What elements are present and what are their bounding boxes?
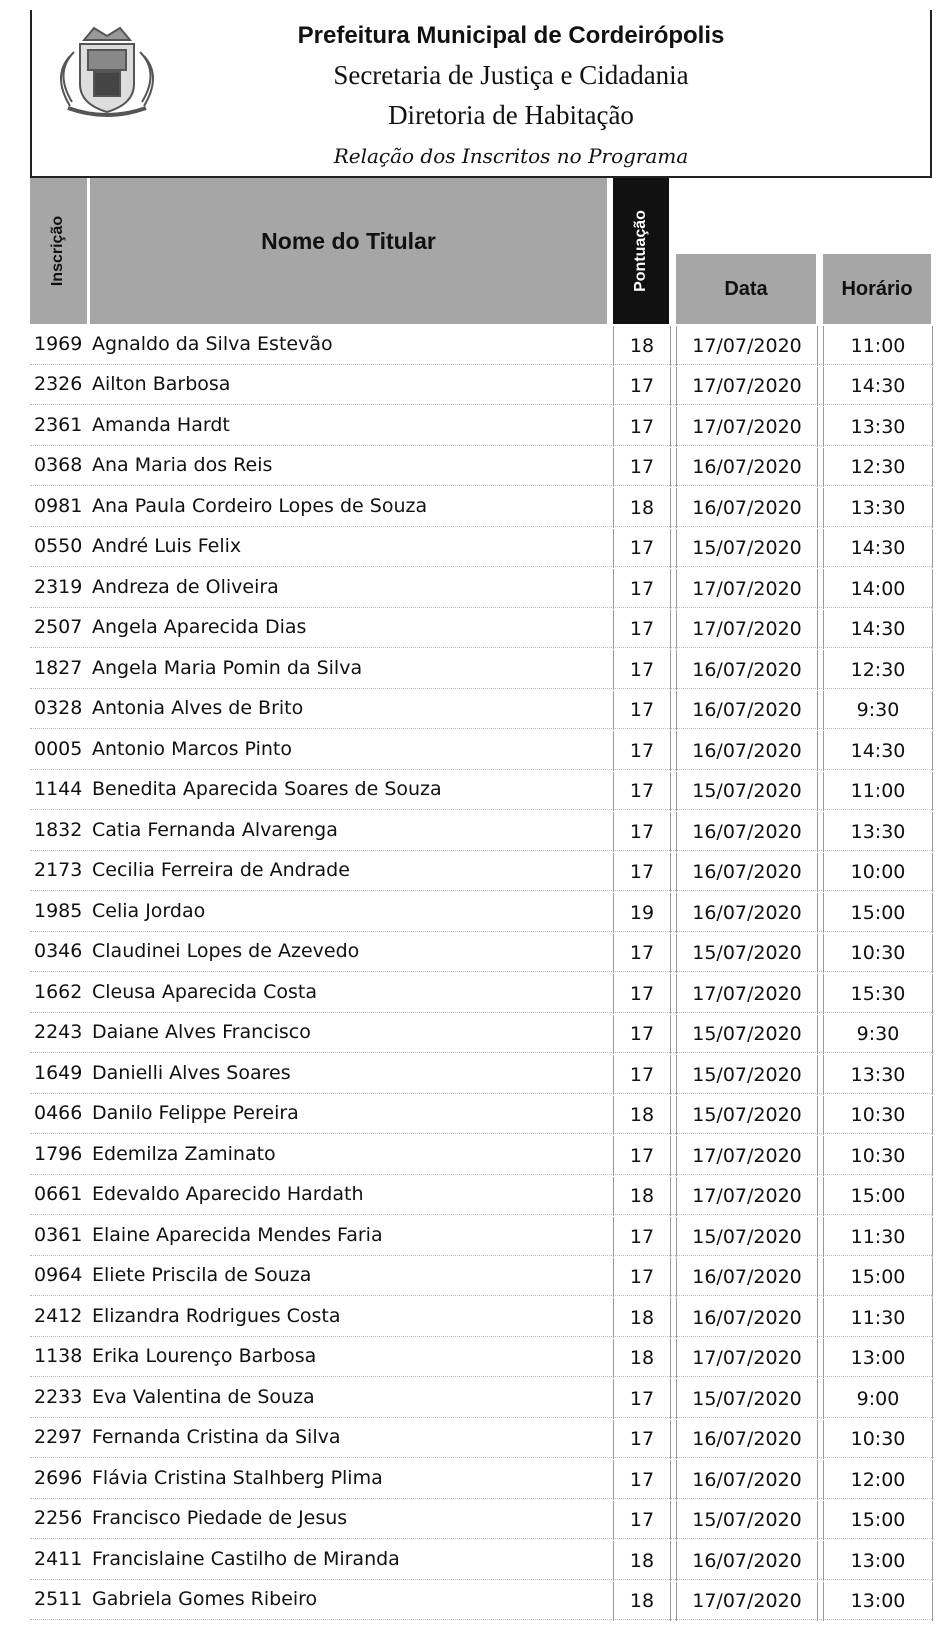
cell-data: 16/07/2020 [676, 448, 818, 488]
cell-inscricao: 0005 [34, 737, 83, 760]
column-header-inscricao [30, 178, 87, 324]
cell-nome: Francisco Piedade de Jesus [92, 1507, 348, 1530]
table-row [30, 1377, 932, 1418]
cell-data: 15/07/2020 [676, 529, 818, 569]
cell-horario: 13:00 [823, 1541, 933, 1581]
cell-nome: Benedita Aparecida Soares de Souza [92, 778, 442, 801]
table-row [30, 1337, 932, 1378]
table-row [30, 1458, 932, 1499]
cell-inscricao: 2361 [34, 413, 83, 436]
column-header-data [676, 254, 816, 324]
cell-inscricao: 1827 [34, 656, 83, 679]
cell-data: 15/07/2020 [676, 1096, 818, 1136]
cell-pontuacao: 17 [613, 407, 671, 447]
cell-nome: Claudinei Lopes de Azevedo [92, 940, 360, 963]
cell-inscricao: 2696 [34, 1466, 83, 1489]
cell-pontuacao: 18 [613, 326, 671, 366]
column-header-nome [90, 178, 607, 324]
cell-data: 16/07/2020 [676, 1258, 818, 1298]
cell-inscricao: 1138 [34, 1345, 83, 1368]
table-row [30, 1175, 932, 1216]
cell-pontuacao: 18 [613, 1298, 671, 1338]
cell-pontuacao: 17 [613, 1420, 671, 1460]
cell-horario: 10:00 [823, 853, 933, 893]
cell-horario: 15:00 [823, 893, 933, 933]
cell-pontuacao: 17 [613, 974, 671, 1014]
cell-nome: Celia Jordao [92, 899, 206, 922]
cell-nome: Antonia Alves de Brito [92, 697, 304, 720]
cell-inscricao: 1796 [34, 1142, 83, 1165]
cell-data: 17/07/2020 [676, 407, 818, 447]
cell-nome: Daiane Alves Francisco [92, 1021, 311, 1044]
cell-nome: Edevaldo Aparecido Hardath [92, 1183, 364, 1206]
table-row [30, 446, 932, 487]
cell-pontuacao: 18 [613, 488, 671, 528]
cell-pontuacao: 17 [613, 529, 671, 569]
cell-nome: Eva Valentina de Souza [92, 1385, 315, 1408]
header-secretaria: Secretaria de Justiça e Cidadania [333, 60, 689, 90]
cell-pontuacao: 17 [613, 610, 671, 650]
table-row [30, 1256, 932, 1297]
cell-data: 17/07/2020 [676, 610, 818, 650]
cell-pontuacao: 17 [613, 934, 671, 974]
cell-inscricao: 2256 [34, 1507, 83, 1530]
cell-pontuacao: 18 [613, 1582, 671, 1622]
cell-horario: 14:30 [823, 731, 933, 771]
table-row [30, 1499, 932, 1540]
cell-nome: Cleusa Aparecida Costa [92, 980, 317, 1003]
cell-horario: 13:30 [823, 1055, 933, 1095]
cell-data: 16/07/2020 [676, 1541, 818, 1581]
cell-nome: Antonio Marcos Pinto [92, 737, 292, 760]
cell-inscricao: 2511 [34, 1588, 83, 1611]
cell-horario: 14:00 [823, 569, 933, 609]
column-header-horario [823, 254, 931, 324]
cell-pontuacao: 17 [613, 1501, 671, 1541]
cell-horario: 14:30 [823, 610, 933, 650]
cell-data: 16/07/2020 [676, 731, 818, 771]
column-header-nome-label: Nome do Titular [261, 227, 436, 254]
table-row [30, 648, 932, 689]
cell-data: 17/07/2020 [676, 326, 818, 366]
column-header-inscricao-label: Inscrição [49, 215, 67, 287]
cell-inscricao: 0661 [34, 1183, 83, 1206]
cell-horario: 10:30 [823, 1096, 933, 1136]
cell-pontuacao: 17 [613, 812, 671, 852]
header-title: Prefeitura Municipal de Cordeirópolis [297, 22, 725, 49]
table-row [30, 1094, 932, 1135]
cell-horario: 11:00 [823, 772, 933, 812]
cell-inscricao: 1649 [34, 1061, 83, 1084]
cell-inscricao: 2243 [34, 1021, 83, 1044]
table-row [30, 405, 932, 446]
cell-data: 15/07/2020 [676, 1055, 818, 1095]
table-row [30, 324, 932, 365]
cell-horario: 11:00 [823, 326, 933, 366]
table-row [30, 1013, 932, 1054]
table-row [30, 729, 932, 770]
cell-data: 16/07/2020 [676, 691, 818, 731]
cell-data: 16/07/2020 [676, 1298, 818, 1338]
cell-data: 16/07/2020 [676, 893, 818, 933]
cell-horario: 15:00 [823, 1258, 933, 1298]
table-row [30, 891, 932, 932]
cell-nome: Ana Maria dos Reis [92, 454, 273, 477]
cell-nome: Danilo Felippe Pereira [92, 1102, 299, 1125]
cell-horario: 10:30 [823, 934, 933, 974]
cell-horario: 12:30 [823, 448, 933, 488]
cell-horario: 11:30 [823, 1298, 933, 1338]
cell-data: 17/07/2020 [676, 974, 818, 1014]
cell-nome: Elaine Aparecida Mendes Faria [92, 1223, 383, 1246]
cell-data: 15/07/2020 [676, 1217, 818, 1257]
cell-inscricao: 2507 [34, 616, 83, 639]
cell-nome: Francislaine Castilho de Miranda [92, 1547, 400, 1570]
cell-nome: Amanda Hardt [92, 413, 230, 436]
cell-inscricao: 0361 [34, 1223, 83, 1246]
cell-inscricao: 2326 [34, 373, 83, 396]
cell-inscricao: 1969 [34, 332, 83, 355]
table-row [30, 972, 932, 1013]
cell-inscricao: 0368 [34, 454, 83, 477]
cell-pontuacao: 18 [613, 1096, 671, 1136]
cell-pontuacao: 17 [613, 731, 671, 771]
cell-inscricao: 1985 [34, 899, 83, 922]
table-row [30, 770, 932, 811]
cell-inscricao: 2411 [34, 1547, 83, 1570]
cell-horario: 14:30 [823, 529, 933, 569]
cell-nome: Ailton Barbosa [92, 373, 231, 396]
cell-pontuacao: 17 [613, 853, 671, 893]
table-row [30, 689, 932, 730]
table-row [30, 851, 932, 892]
cell-inscricao: 0981 [34, 494, 83, 517]
cell-nome: Angela Maria Pomin da Silva [92, 656, 363, 679]
column-header-data-label: Data [724, 277, 768, 300]
cell-data: 16/07/2020 [676, 853, 818, 893]
cell-data: 16/07/2020 [676, 488, 818, 528]
cell-nome: Angela Aparecida Dias [92, 616, 307, 639]
cell-nome: Danielli Alves Soares [92, 1061, 291, 1084]
cell-horario: 9:00 [823, 1379, 933, 1419]
cell-inscricao: 2173 [34, 859, 83, 882]
cell-nome: Flávia Cristina Stalhberg Plima [92, 1466, 383, 1489]
cell-horario: 10:30 [823, 1420, 933, 1460]
table-row [30, 365, 932, 406]
cell-data: 15/07/2020 [676, 1501, 818, 1541]
cell-nome: Andreza de Oliveira [92, 575, 279, 598]
table-row [30, 1580, 932, 1621]
cell-pontuacao: 18 [613, 1339, 671, 1379]
table-row [30, 932, 932, 973]
cell-horario: 9:30 [823, 691, 933, 731]
column-header-horario-label: Horário [841, 277, 913, 300]
cell-horario: 14:30 [823, 367, 933, 407]
cell-data: 16/07/2020 [676, 650, 818, 690]
cell-horario: 13:00 [823, 1582, 933, 1622]
table-row [30, 1134, 932, 1175]
cell-data: 17/07/2020 [676, 367, 818, 407]
cell-nome: Gabriela Gomes Ribeiro [92, 1588, 318, 1611]
cell-nome: Catia Fernanda Alvarenga [92, 818, 338, 841]
cell-data: 16/07/2020 [676, 812, 818, 852]
cell-inscricao: 0328 [34, 697, 83, 720]
cell-data: 16/07/2020 [676, 1420, 818, 1460]
cell-pontuacao: 17 [613, 772, 671, 812]
cell-nome: Cecilia Ferreira de Andrade [92, 859, 350, 882]
cell-horario: 13:30 [823, 812, 933, 852]
cell-pontuacao: 17 [613, 650, 671, 690]
cell-data: 17/07/2020 [676, 1339, 818, 1379]
cell-nome: André Luis Felix [92, 535, 242, 558]
cell-horario: 15:00 [823, 1177, 933, 1217]
cell-data: 17/07/2020 [676, 1136, 818, 1176]
table-row [30, 527, 932, 568]
cell-pontuacao: 18 [613, 1177, 671, 1217]
table-row [30, 608, 932, 649]
table-row [30, 1539, 932, 1580]
cell-horario: 12:00 [823, 1460, 933, 1500]
cell-horario: 15:30 [823, 974, 933, 1014]
cell-inscricao: 0964 [34, 1264, 83, 1287]
cell-data: 15/07/2020 [676, 772, 818, 812]
cell-pontuacao: 17 [613, 1217, 671, 1257]
cell-pontuacao: 18 [613, 1541, 671, 1581]
cell-pontuacao: 17 [613, 569, 671, 609]
cell-inscricao: 0346 [34, 940, 83, 963]
cell-pontuacao: 17 [613, 1136, 671, 1176]
cell-inscricao: 2412 [34, 1304, 83, 1327]
cell-horario: 13:30 [823, 488, 933, 528]
cell-inscricao: 2297 [34, 1426, 83, 1449]
table-row [30, 1053, 932, 1094]
header-subtitle: Relação dos Inscritos no Programa [333, 144, 689, 168]
column-header-pontuacao [613, 178, 669, 324]
table-row [30, 567, 932, 608]
registrants-table [30, 324, 932, 1620]
cell-horario: 13:00 [823, 1339, 933, 1379]
document-header [30, 10, 932, 178]
cell-nome: Erika Lourenço Barbosa [92, 1345, 317, 1368]
cell-pontuacao: 17 [613, 1015, 671, 1055]
cell-data: 16/07/2020 [676, 1460, 818, 1500]
cell-horario: 10:30 [823, 1136, 933, 1176]
cell-horario: 11:30 [823, 1217, 933, 1257]
cell-pontuacao: 17 [613, 1379, 671, 1419]
cell-nome: Fernanda Cristina da Silva [92, 1426, 341, 1449]
cell-horario: 15:00 [823, 1501, 933, 1541]
cell-pontuacao: 19 [613, 893, 671, 933]
table-row [30, 1215, 932, 1256]
cell-data: 15/07/2020 [676, 1379, 818, 1419]
cell-inscricao: 1662 [34, 980, 83, 1003]
cell-pontuacao: 17 [613, 1055, 671, 1095]
cell-data: 15/07/2020 [676, 1015, 818, 1055]
cell-horario: 9:30 [823, 1015, 933, 1055]
cell-inscricao: 1144 [34, 778, 83, 801]
cell-horario: 13:30 [823, 407, 933, 447]
table-row [30, 1296, 932, 1337]
cell-inscricao: 2319 [34, 575, 83, 598]
cell-nome: Edemilza Zaminato [92, 1142, 276, 1165]
cell-pontuacao: 17 [613, 367, 671, 407]
table-row [30, 1418, 932, 1459]
cell-pontuacao: 17 [613, 1460, 671, 1500]
cell-horario: 12:30 [823, 650, 933, 690]
header-diretoria: Diretoria de Habitação [388, 100, 634, 130]
table-row [30, 486, 932, 527]
cell-inscricao: 0466 [34, 1102, 83, 1125]
cell-nome: Agnaldo da Silva Estevão [92, 332, 333, 355]
cell-data: 17/07/2020 [676, 1582, 818, 1622]
cell-inscricao: 0550 [34, 535, 83, 558]
cell-data: 17/07/2020 [676, 1177, 818, 1217]
cell-nome: Ana Paula Cordeiro Lopes de Souza [92, 494, 428, 517]
cell-inscricao: 2233 [34, 1385, 83, 1408]
cell-pontuacao: 17 [613, 691, 671, 731]
cell-nome: Eliete Priscila de Souza [92, 1264, 312, 1287]
cell-nome: Elizandra Rodrigues Costa [92, 1304, 341, 1327]
column-header-pontuacao-label: Pontuação [632, 210, 650, 292]
cell-data: 17/07/2020 [676, 569, 818, 609]
table-row [30, 810, 932, 851]
cell-inscricao: 1832 [34, 818, 83, 841]
cell-pontuacao: 17 [613, 1258, 671, 1298]
cell-pontuacao: 17 [613, 448, 671, 488]
cell-data: 15/07/2020 [676, 934, 818, 974]
